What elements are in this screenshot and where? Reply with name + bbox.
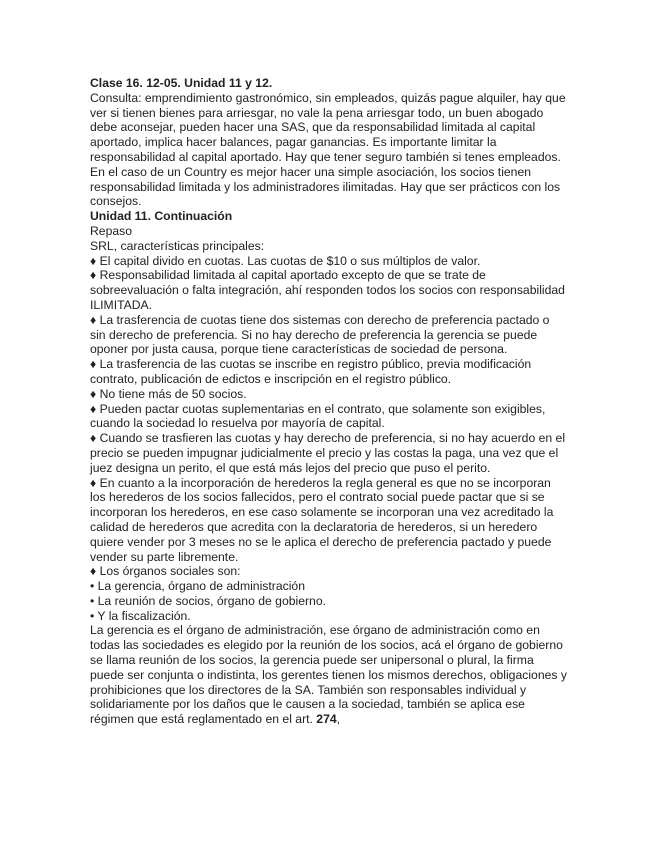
gerencia-paragraph bbox=[90, 623, 568, 727]
srl-intro: SRL, características principales: bbox=[90, 238, 265, 253]
section-title: Unidad 11. Continuación bbox=[90, 209, 233, 224]
bullet-item: ♦ Responsabilidad limitada al capital aportado excepto de que se trate de sobreevaluación o falta integración, ahí responden todos los socios con responsabilidad ILIMITADA. bbox=[90, 268, 565, 312]
organ-item: • La gerencia, órgano de administración bbox=[90, 579, 305, 594]
bullet-item: ♦ Pueden pactar cuotas suplementarias en el contrato, que solamente son exigibles, cuando la sociedad lo resuelva por mayoría de capital. bbox=[90, 401, 546, 431]
bullet-item: ♦ Cuando se trasfieren las cuotas y hay derecho de preferencia, si no hay acuerdo en el precio se pueden impugnar judicialmente el precio y las costas la paga, una vez que el juez designa un perito, el que está más lejos del precio que puso el perito. bbox=[90, 431, 566, 475]
article-number: 274 bbox=[316, 712, 337, 727]
document-title: Clase 16. 12-05. Unidad 11 y 12. bbox=[90, 76, 273, 90]
document-page bbox=[90, 76, 568, 727]
bullet-item: ♦ Los órganos sociales son: bbox=[90, 564, 241, 579]
gerencia-text: La gerencia es el órgano de administración, ese órgano de administración como en todas las sociedades es elegido por la reunión de los socios, acá el órgano de gobierno se llama reunión de los socios, la gerencia puede ser unipersonal o plural, la firma puede ser conjunta o indistinta, los gerentes tienen los mismos derechos, obligaciones y prohibiciones que los directores de la SA. También son responsables individual y solidariamente por los daños que le causen a la sociedad, también se aplica ese régimen que está reglamentado en el art. bbox=[90, 623, 567, 727]
organ-item: • La reunión de socios, órgano de gobierno. bbox=[90, 593, 326, 608]
bullet-item: ♦ No tiene más de 50 socios. bbox=[90, 386, 247, 401]
bullet-item: ♦ En cuanto a la incorporación de herederos la regla general es que no se incorporan los herederos de los socios fallecidos, pero el contrato social puede pactar que si se incorporan los herederos, en ese caso solamente se incorporan una vez acreditado la calidad de herederos que acredita con la declaratoria de herederos, si un heredero quiere vender por 3 meses no se le aplica el derecho de preferencia pactado y puede vender su parte libremente. bbox=[90, 475, 554, 564]
bullet-item: ♦ La trasferencia de las cuotas se inscribe en registro público, previa modificación contrato, publicación de edictos e inscripción en el registro público. bbox=[90, 357, 532, 386]
bullet-item: ♦ El capital divido en cuotas. Las cuotas de $10 o sus múltiplos de valor. bbox=[90, 253, 481, 268]
bullet-item: ♦ La trasferencia de cuotas tiene dos sistemas con derecho de preferencia pactado o sin derecho de preferencia. Si no hay derecho de preferencia la gerencia se puede oponer por justa causa, porque tiene características de sociedad de persona. bbox=[90, 312, 550, 357]
repaso-label: Repaso bbox=[90, 223, 133, 238]
trailing-punctuation: , bbox=[336, 712, 341, 727]
organ-item: • Y la fiscalización. bbox=[90, 608, 191, 623]
intro-paragraph: Consulta: emprendimiento gastronómico, sin empleados, quizás pague alquiler, hay que ver si tienen bienes para arriesgar, no vale la pena arriesgar todo, un buen abogado debe aconsejar, pueden hacer una SAS, que da responsabilidad limitada al capital aportado, implica hacer balances, pagar ganancias. Es importante limitar la responsabilidad al capital aportado. Hay que tener seguro también si tenes empleados. bbox=[90, 90, 566, 164]
country-paragraph: En el caso de un Country es mejor hacer una simple asociación, los socios tienen responsabilidad limitada y los administradores ilimitadas. Hay que ser prácticos con los consejos. bbox=[90, 164, 561, 209]
